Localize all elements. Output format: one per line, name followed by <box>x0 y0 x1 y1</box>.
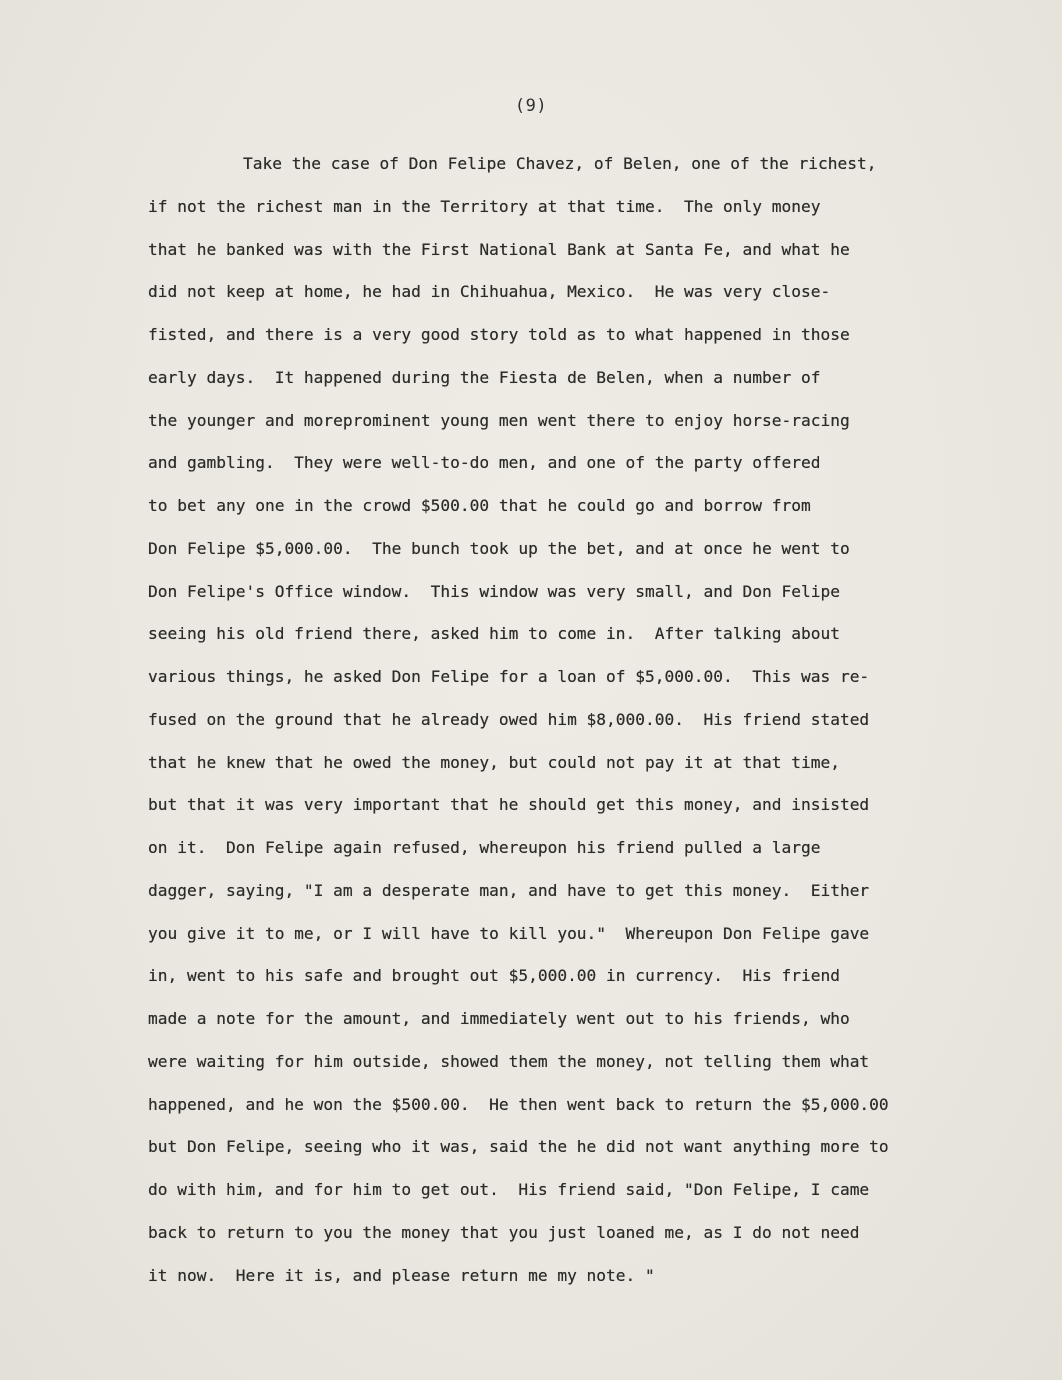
text-line: Don Felipe $5,000.00. The bunch took up the bet, and at once he went to <box>148 538 850 558</box>
text-line: and gambling. They were well-to-do men, and one of the party offered <box>148 453 821 473</box>
text-line: but Don Felipe, seeing who it was, said the he did not want anything more to <box>148 1137 889 1157</box>
text-line: that he knew that he owed the money, but could not pay it at that time, <box>148 752 840 772</box>
text-line: were waiting for him outside, showed them the money, not telling them what <box>148 1051 870 1071</box>
text-line: you give it to me, or I will have to kill you." Whereupon Don Felipe gave <box>148 923 870 943</box>
text-line: seeing his old friend there, asked him to come in. After talking about <box>148 624 840 644</box>
text-line: it now. Here it is, and please return me my note. " <box>148 1265 655 1285</box>
text-line: early days. It happened during the Fiesta de Belen, when a number of <box>148 367 821 387</box>
page-number: (9) <box>514 96 548 116</box>
text-line: on it. Don Felipe again refused, whereupon his friend pulled a large <box>148 838 821 857</box>
text-line: but that it was very important that he should get this money, and insisted <box>148 795 870 815</box>
text-line: if not the richest man in the Territory at that time. The only money <box>148 196 821 216</box>
text-line: back to return to you the money that you just loaned me, as I do not need <box>148 1222 860 1242</box>
text-line: various things, he asked Don Felipe for a loan of $5,000.00. This was re- <box>148 667 870 686</box>
text-line: do with him, and for him to get out. His friend said, "Don Felipe, I came <box>148 1180 870 1199</box>
text-line: dagger, saying, "I am a desperate man, and have to get this money. Either <box>148 880 870 900</box>
text-line: fisted, and there is a very good story told as to what happened in those <box>148 325 850 344</box>
text-line: did not keep at home, he had in Chihuahua, Mexico. He was very close- <box>148 282 831 302</box>
text-line: happened, and he won the $500.00. He then went back to return the $5,000.00 <box>148 1094 889 1114</box>
text-line: Don Felipe's Office window. This window was very small, and Don Felipe <box>148 581 840 601</box>
text-line: that he banked was with the First National Bank at Santa Fe, and what he <box>148 239 850 259</box>
text-line: fused on the ground that he already owed him $8,000.00. His friend stated <box>148 709 870 729</box>
text-line: to bet any one in the crowd $500.00 that he could go and borrow from <box>148 496 811 515</box>
text-line: the younger and moreprominent young men went there to enjoy horse-racing <box>148 410 850 430</box>
text-line: in, went to his safe and brought out $5,000.00 in currency. His friend <box>148 966 840 986</box>
text-line: Take the case of Don Felipe Chavez, of Belen, one of the richest, <box>243 154 877 173</box>
text-line: made a note for the amount, and immediately went out to his friends, who <box>148 1009 850 1028</box>
